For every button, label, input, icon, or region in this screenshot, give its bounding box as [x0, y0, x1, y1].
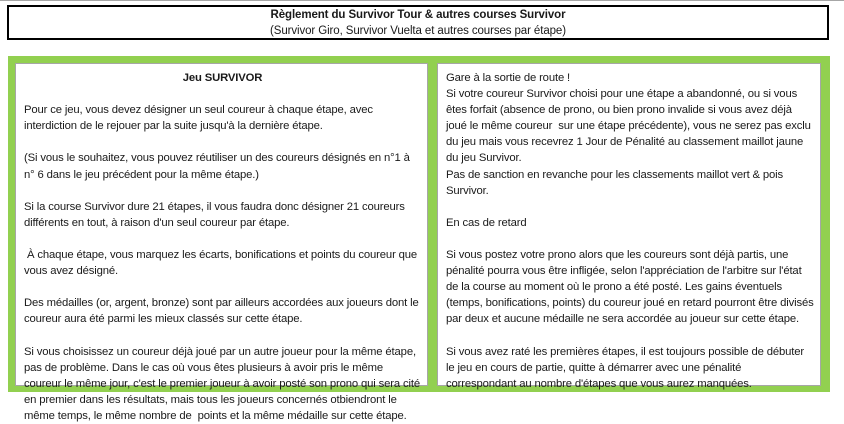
section-title: Jeu SURVIVOR	[182, 72, 263, 84]
rule-paragraph: (Si vous le souhaitez, vous pouvez réutiliser un des coureurs désignés en n°1 à n° 6 dans le jeu précédent pour la même étape.)	[24, 152, 410, 181]
rule-paragraph: Pas de sanction en revanche pour les classements maillot vert & pois Survivor.	[446, 168, 784, 197]
rule-paragraph: Si votre coureur Survivor choisi pour une étape a abandonné, ou si vous êtes forfait (absence de prono, ou bien prono invalide si vous avez déjà joué le même coureur sur une étape précédente), vous ne serez pas exclu du jeu mais vous recevrez 1 Jour de Pénalité au classement maillot jaune du jeu Survivor.	[446, 88, 814, 165]
top-rule	[0, 0, 844, 1]
rule-paragraph: Pour ce jeu, vous devez désigner un seul coureur à chaque étape, avec interdiction de le rejouer par la suite jusqu'à la dernière étape.	[24, 104, 373, 133]
section-subtitle: En cas de retard	[446, 216, 527, 229]
rule-paragraph: Si vous avez raté les premières étapes, il est toujours possible de débuter le jeu en cours de partie, quitte à démarrer avec une pénalité correspondant au nombre d'étapes que vous aurez manquées.	[446, 345, 804, 390]
rule-paragraph: Si la course Survivor dure 21 étapes, il vous faudra donc désigner 21 coureurs différents en tout, à raison d'un seul coureur par étape.	[24, 200, 405, 229]
rule-paragraph: Si vous choisissez un coureur déjà joué par un autre joueur pour la même étape, pas de problème. Dans le cas où vous êtes plusieurs à avoir pris le même coureur le même jour, c'est le premier joueur à avoir posté son prono qui sera cité en premier dans les résultats, mais tous les joueurs concernés otbiendront le même temps, le même nombre de points et la même médaille sur cette étape.	[24, 345, 423, 422]
page-title: Règlement du Survivor Tour & autres courses Survivor	[270, 9, 566, 21]
rule-paragraph: À chaque étape, vous marquez les écarts, bonifications et points du coureur que vous avez désigné.	[24, 249, 421, 278]
rule-paragraph: Des médailles (or, argent, bronze) sont par ailleurs accordées aux joueurs dont le coureur aura été parmi les mieux classés sur cette étape.	[24, 297, 419, 326]
penalty-rules-box	[437, 63, 821, 390]
page-subtitle: (Survivor Giro, Survivor Vuelta et autres courses par étape)	[270, 25, 566, 37]
header-box	[7, 5, 829, 40]
rule-paragraph: Si vous postez votre prono alors que les coureurs sont déjà partis, une pénalité pourra vous être infligée, selon l'appréciation de l'arbitre sur l'état de la course au moment où le prono a été posté. Les gains éventuels (temps, bonifications, points) du coureur joué en retard pourront être divisés par deux et aucune médaille ne sera accordée au joueur sur cette étape.	[446, 249, 814, 326]
rules-panel	[8, 56, 830, 422]
rule-paragraph: Gare à la sortie de route !	[446, 72, 571, 84]
survivor-game-rules-box	[15, 63, 428, 422]
